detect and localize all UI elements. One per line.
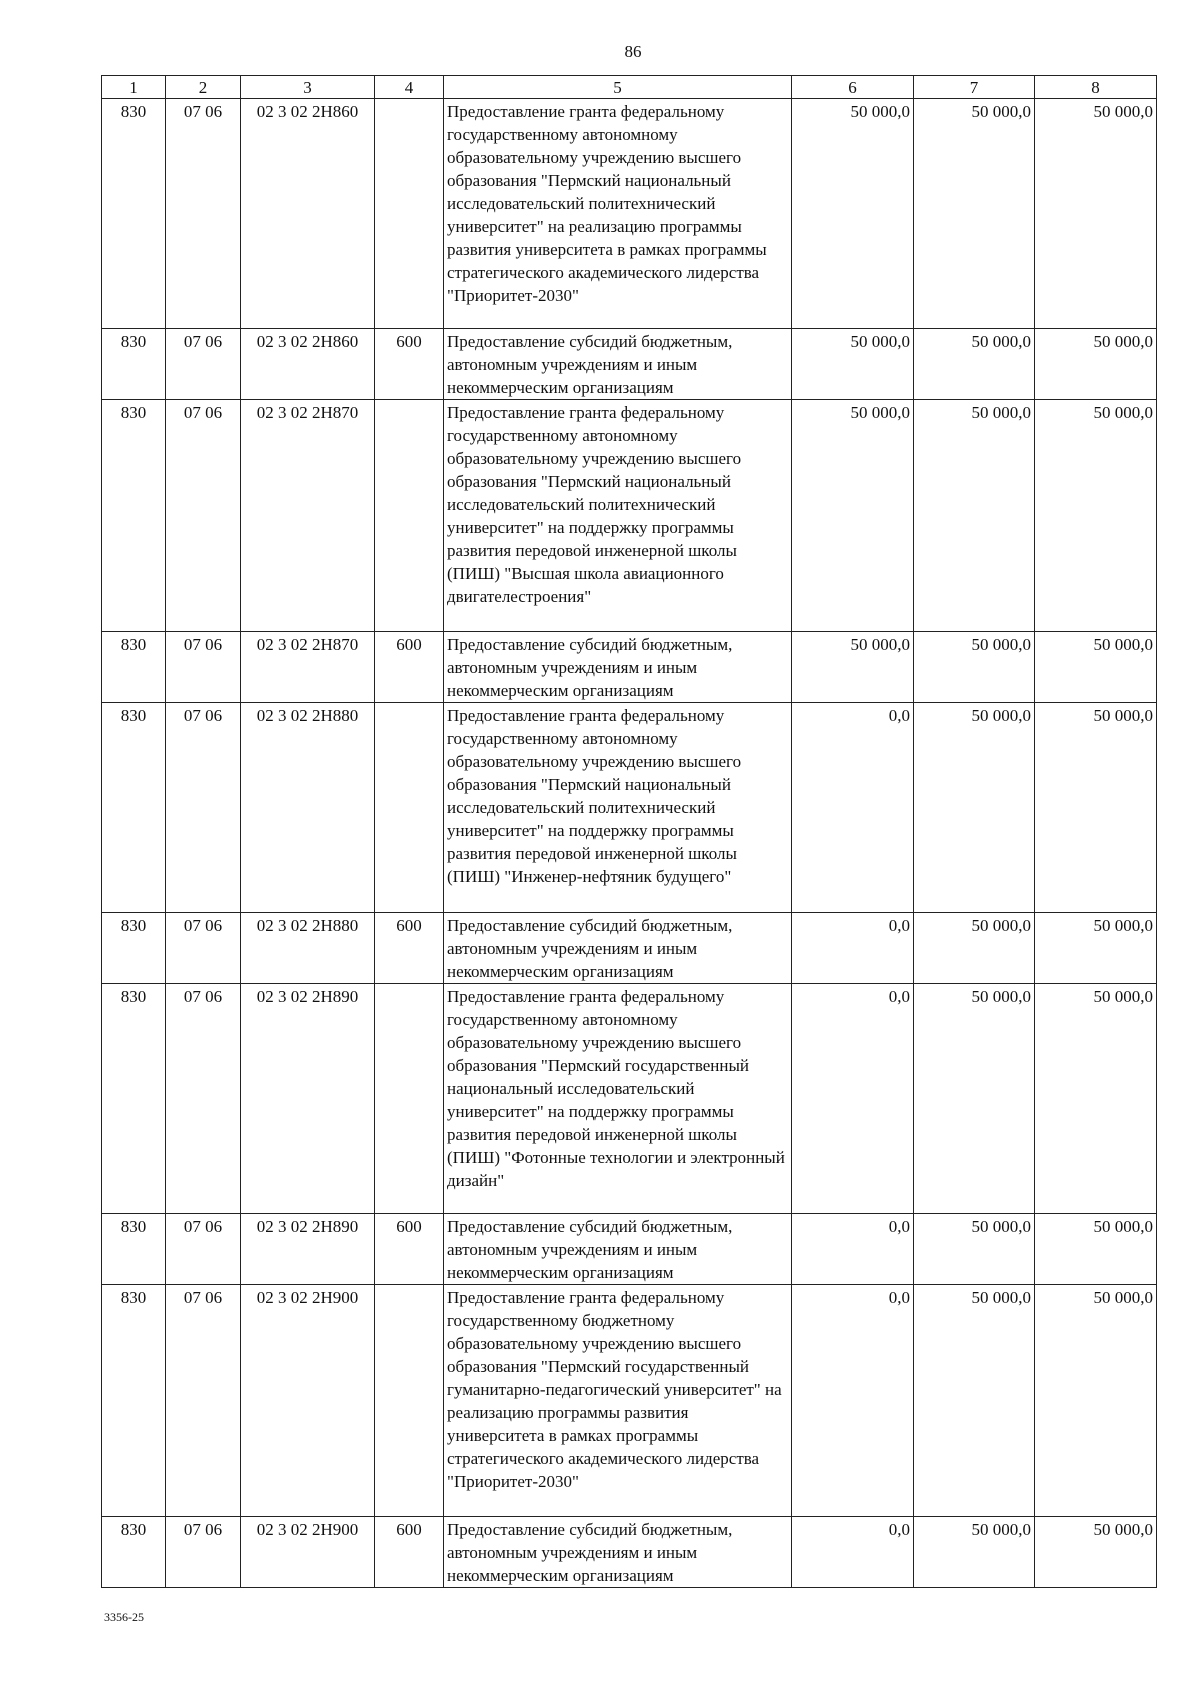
cell-target-code: 02 3 02 2Н890 (241, 1214, 375, 1285)
cell-description: Предоставление гранта федеральному государственному автономному образовательному учреждению высшего образования "Пермский национальный исследовательский политехнический университет" на поддержку программы развития передовой инженерной школы (ПИШ) "Высшая школа авиационного двигателестроения" (444, 400, 792, 632)
cell-expense-type (375, 703, 444, 913)
cell-section-code: 07 06 (166, 703, 241, 913)
cell-ministry-code: 830 (102, 400, 166, 632)
cell-expense-type: 600 (375, 913, 444, 984)
cell-description: Предоставление субсидий бюджетным, автономным учреждениям и иным некоммерческим организациям (444, 329, 792, 400)
cell-target-code: 02 3 02 2Н880 (241, 913, 375, 984)
cell-amount-col8: 50 000,0 (1035, 913, 1157, 984)
table-row (102, 329, 1157, 400)
cell-amount-col8: 50 000,0 (1035, 1285, 1157, 1517)
cell-section-code: 07 06 (166, 99, 241, 329)
cell-target-code: 02 3 02 2Н890 (241, 984, 375, 1214)
cell-amount-col7: 50 000,0 (914, 1517, 1035, 1588)
cell-target-code: 02 3 02 2Н870 (241, 400, 375, 632)
cell-section-code: 07 06 (166, 1517, 241, 1588)
cell-expense-type (375, 1285, 444, 1517)
cell-target-code: 02 3 02 2Н900 (241, 1517, 375, 1588)
cell-amount-col8: 50 000,0 (1035, 703, 1157, 913)
cell-amount-col6: 0,0 (792, 1214, 914, 1285)
table-row (102, 1285, 1157, 1517)
cell-amount-col6: 0,0 (792, 1517, 914, 1588)
cell-section-code: 07 06 (166, 632, 241, 703)
column-header: 6 (792, 76, 914, 99)
cell-expense-type: 600 (375, 1517, 444, 1588)
column-header: 3 (241, 76, 375, 99)
column-header: 5 (444, 76, 792, 99)
cell-amount-col6: 50 000,0 (792, 632, 914, 703)
cell-section-code: 07 06 (166, 329, 241, 400)
cell-amount-col7: 50 000,0 (914, 1285, 1035, 1517)
cell-amount-col6: 0,0 (792, 1285, 914, 1517)
cell-amount-col7: 50 000,0 (914, 984, 1035, 1214)
cell-target-code: 02 3 02 2Н860 (241, 99, 375, 329)
cell-amount-col8: 50 000,0 (1035, 1517, 1157, 1588)
table-row (102, 984, 1157, 1214)
cell-target-code: 02 3 02 2Н870 (241, 632, 375, 703)
cell-amount-col6: 50 000,0 (792, 99, 914, 329)
column-header: 4 (375, 76, 444, 99)
cell-expense-type (375, 99, 444, 329)
cell-amount-col7: 50 000,0 (914, 400, 1035, 632)
cell-ministry-code: 830 (102, 1517, 166, 1588)
cell-ministry-code: 830 (102, 632, 166, 703)
cell-amount-col7: 50 000,0 (914, 913, 1035, 984)
cell-expense-type: 600 (375, 1214, 444, 1285)
cell-expense-type (375, 400, 444, 632)
page-number: 86 (624, 42, 642, 61)
cell-amount-col6: 50 000,0 (792, 400, 914, 632)
header-row (102, 76, 1157, 99)
cell-description: Предоставление субсидий бюджетным, автономным учреждениям и иным некоммерческим организациям (444, 913, 792, 984)
cell-amount-col7: 50 000,0 (914, 632, 1035, 703)
cell-ministry-code: 830 (102, 913, 166, 984)
cell-ministry-code: 830 (102, 1285, 166, 1517)
cell-description: Предоставление субсидий бюджетным, автономным учреждениям и иным некоммерческим организациям (444, 1517, 792, 1588)
cell-amount-col8: 50 000,0 (1035, 1214, 1157, 1285)
cell-amount-col8: 50 000,0 (1035, 99, 1157, 329)
table-row (102, 632, 1157, 703)
column-header: 1 (102, 76, 166, 99)
cell-description: Предоставление гранта федеральному государственному автономному образовательному учреждению высшего образования "Пермский национальный исследовательский политехнический университет" на реализацию программы развития университета в рамках программы стратегического академического лидерства "Приоритет-2030" (444, 99, 792, 329)
cell-amount-col6: 0,0 (792, 913, 914, 984)
column-header: 2 (166, 76, 241, 99)
cell-amount-col8: 50 000,0 (1035, 984, 1157, 1214)
cell-amount-col7: 50 000,0 (914, 1214, 1035, 1285)
cell-expense-type (375, 984, 444, 1214)
cell-section-code: 07 06 (166, 984, 241, 1214)
cell-amount-col8: 50 000,0 (1035, 632, 1157, 703)
cell-ministry-code: 830 (102, 99, 166, 329)
table-row (102, 99, 1157, 329)
cell-amount-col6: 0,0 (792, 984, 914, 1214)
cell-target-code: 02 3 02 2Н860 (241, 329, 375, 400)
budget-table (101, 75, 1157, 1588)
cell-amount-col7: 50 000,0 (914, 329, 1035, 400)
cell-section-code: 07 06 (166, 913, 241, 984)
table-row (102, 703, 1157, 913)
column-header: 8 (1035, 76, 1157, 99)
cell-target-code: 02 3 02 2Н880 (241, 703, 375, 913)
cell-description: Предоставление субсидий бюджетным, автономным учреждениям и иным некоммерческим организациям (444, 1214, 792, 1285)
cell-amount-col7: 50 000,0 (914, 703, 1035, 913)
cell-description: Предоставление гранта федеральному государственному автономному образовательному учреждению высшего образования "Пермский государственный национальный исследовательский университет" на поддержку программы развития передовой инженерной школы (ПИШ) "Фотонные технологии и электронный дизайн" (444, 984, 792, 1214)
cell-amount-col7: 50 000,0 (914, 99, 1035, 329)
cell-amount-col8: 50 000,0 (1035, 329, 1157, 400)
cell-ministry-code: 830 (102, 1214, 166, 1285)
table-row (102, 1517, 1157, 1588)
cell-ministry-code: 830 (102, 329, 166, 400)
cell-section-code: 07 06 (166, 400, 241, 632)
table-row (102, 400, 1157, 632)
cell-description: Предоставление гранта федеральному государственному автономному образовательному учреждению высшего образования "Пермский национальный исследовательский политехнический университет" на поддержку программы развития передовой инженерной школы (ПИШ) "Инженер-нефтяник будущего" (444, 703, 792, 913)
cell-expense-type: 600 (375, 632, 444, 703)
cell-amount-col6: 50 000,0 (792, 329, 914, 400)
column-header: 7 (914, 76, 1035, 99)
cell-expense-type: 600 (375, 329, 444, 400)
cell-description: Предоставление гранта федеральному государственному бюджетному образовательному учреждению высшего образования "Пермский государственный гуманитарно-педагогический университет" на реализацию программы развития университета в рамках программы стратегического академического лидерства "Приоритет-2030" (444, 1285, 792, 1517)
cell-target-code: 02 3 02 2Н900 (241, 1285, 375, 1517)
cell-section-code: 07 06 (166, 1214, 241, 1285)
cell-ministry-code: 830 (102, 984, 166, 1214)
cell-amount-col8: 50 000,0 (1035, 400, 1157, 632)
cell-ministry-code: 830 (102, 703, 166, 913)
cell-description: Предоставление субсидий бюджетным, автономным учреждениям и иным некоммерческим организациям (444, 632, 792, 703)
table-row (102, 1214, 1157, 1285)
cell-amount-col6: 0,0 (792, 703, 914, 913)
table-row (102, 913, 1157, 984)
document-code: 3356-25 (104, 1610, 144, 1624)
cell-section-code: 07 06 (166, 1285, 241, 1517)
